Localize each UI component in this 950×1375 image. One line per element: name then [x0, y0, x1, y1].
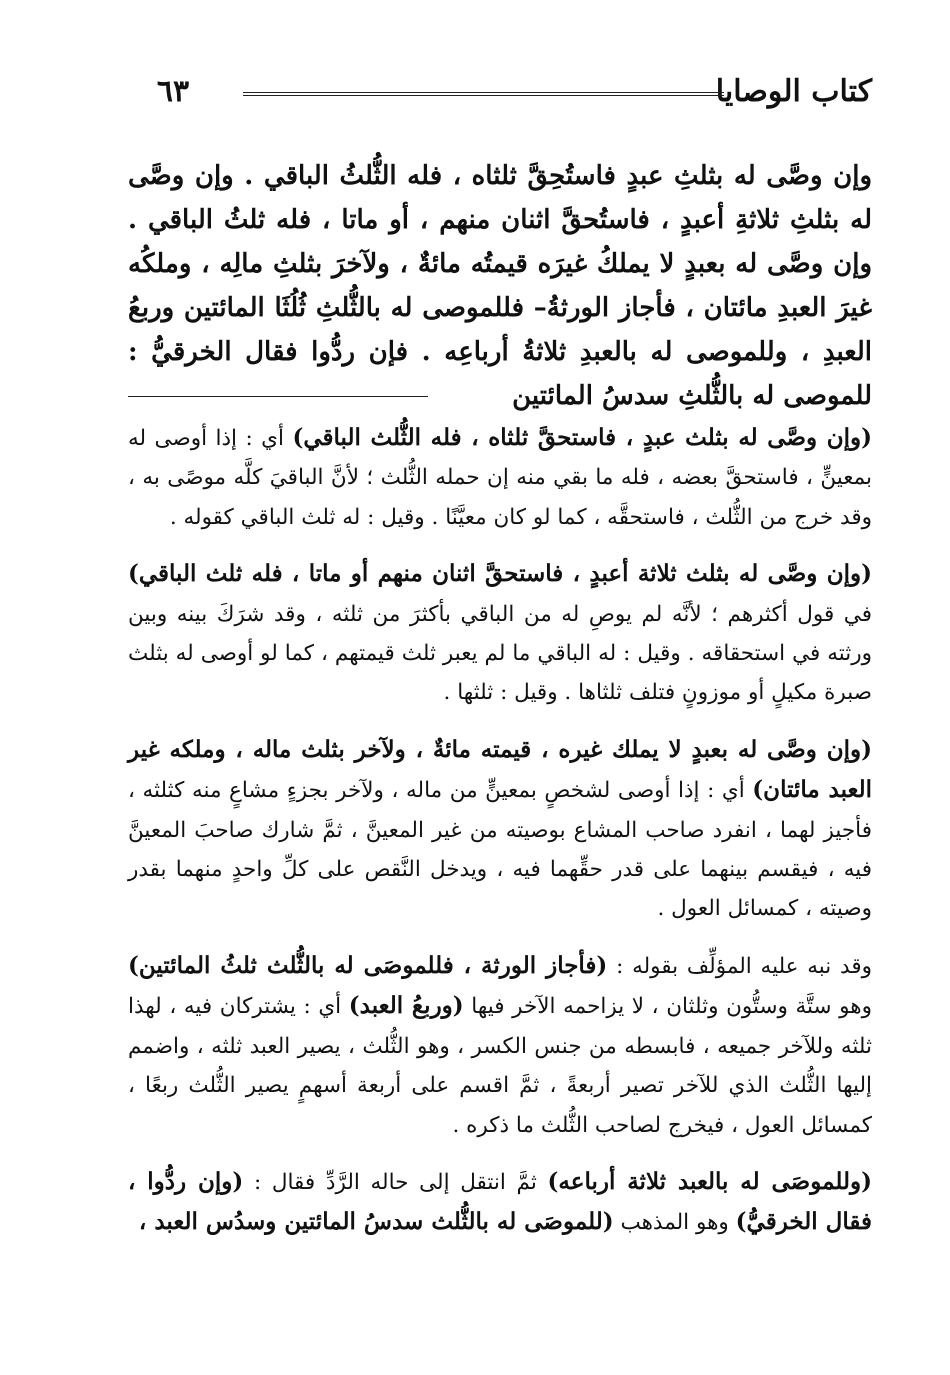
commentary-paragraph-5 — [128, 1162, 872, 1243]
running-title: كتاب الوصايا — [715, 73, 872, 109]
header-rule — [243, 92, 724, 96]
quoted-text: (للموصَى له بالثُّلث سدسُ المائتين وسدُس العبد ، — [138, 1208, 614, 1236]
quoted-text: (وإن وصَّى له بعبدٍ لا يملك غيره ، قيمته مائةٌ ، ولآخر بثلث ماله ، وملكه غير العبد مائتان) — [128, 735, 873, 804]
commentary-text: أي : إذا أوصى له بمعينٍّ ، فاستحقَّ بعضه ، فله ما بقي منه إن حمله الثُّلث ؛ لأنَّ الباقيَ كلَّه موصًى به ، وقد خرج من الثُّلث ، فاستحقَّه ، كما لو كان معيَّنًا . وقيل : له ثلث الباقي كقوله . — [128, 426, 872, 530]
page-header — [128, 66, 872, 116]
footnote-divider — [128, 396, 428, 397]
commentary-paragraph-4 — [128, 946, 872, 1145]
commentary-text: وهو المذهب — [613, 1210, 736, 1236]
main-text — [128, 154, 872, 418]
quoted-text: (فأجاز الورثة ، فللموصَى له بالثُّلث ثلثُ المائتين) — [128, 951, 608, 979]
commentary-text: في قول أكثرهم ؛ لأنَّه لم يوصِ له من الباقي بأكثرَ من ثلثه ، وقد شرَكَ بينه وبين ورثته في استحقاقه . وقيل : له الباقي ما لم يعبر ثلث قيمتهم ، كما لو أوصى له بثلث صبرة مكيلٍ أو موزونٍ فتلف ثلثاها . وقيل : ثلثها . — [128, 601, 872, 706]
quoted-text: (وإن وصَّى له بثلث عبدٍ ، فاستحقَّ ثلثاه ، فله الثُّلث الباقي) — [292, 424, 873, 451]
commentary-text: وهو ستَّة وستُّون وثلثان ، لا يزاحمه الآخر فيها — [463, 994, 872, 1020]
quoted-text: (وللموصَى له بالعبد ثلاثة أرباعه) — [547, 1167, 872, 1195]
commentary — [128, 418, 872, 1260]
commentary-paragraph-1 — [128, 418, 872, 537]
quoted-text: (وإن ردُّوا ، فقال الخرقيُّ) — [128, 1167, 872, 1236]
commentary-text: وقد نبه عليه المؤلِّف بقوله : — [607, 953, 872, 979]
quoted-text: (وربعُ العبد) — [348, 992, 464, 1020]
page-number: ٦٣ — [156, 73, 190, 109]
commentary-text: أي : يشتركان فيه ، لهذا ثلثه وللآخر جميعه ، فابسطه من جنس الكسر ، وهو الثُّلث ، يصير العبد ثلثه ، واضمم إليها الثُّلث الذي للآخر تصير أربعةً ، ثمَّ اقسم على أربعة أسهمٍ يصير الثُّلث ربعًا ، كمسائل العول ، فيخرج لصاحب الثُّلث ما ذكره . — [128, 994, 872, 1138]
commentary-text: أي : إذا أوصى لشخصٍ بمعينٍّ من ماله ، ولآخر بجزءٍ مشاعٍ منه كثلثه ، فأجيز لهما ، انفرد صاحب المشاع بوصيته من غير المعينَّ ، ثمَّ شارك صاحبَ المعينَّ فيه ، فيقسم بينهما على قدر حقِّهما فيه ، ويدخل النَّقص على كلِّ واحدٍ منهما بقدر وصيته ، كمسائل العول . — [128, 778, 872, 922]
quoted-text: (وإن وصَّى له بثلث ثلاثة أعبدٍ ، فاستحقَّ اثنان منهم أو ماتا ، فله ثلث الباقي) — [128, 560, 872, 588]
commentary-paragraph-2 — [128, 554, 872, 713]
main-text-body: وإن وصَّى له بثلثِ عبدٍ فاستُحِقَّ ثلثاه ، فله الثُّلثُ الباقي . وإن وصَّى له بثلثِ ثلاثةِ أعبدٍ ، فاستُحقَّ اثنان منهم ، أو ماتا ، فله ثلثُ الباقي . وإن وصَّى له بعبدٍ لا يملكُ غيرَه قيمتُه مائةٌ ، ولآخرَ بثلثِ مالِه ، وملكُه غيرَ العبدِ مائتان ، فأجاز الورثةُ– فللموصى له بالثُّلثِ ثُلُثَا المائتين وربعُ العبدِ ، وللموصى له بالعبدِ ثلاثةُ أرباعِه . فإن ردُّوا فقال الخرقيُّ : للموصى له بالثُّلثِ سدسُ المائتين — [128, 161, 873, 411]
commentary-paragraph-3 — [128, 730, 872, 929]
commentary-text: ثمَّ انتقل إلى حاله الرَّدِّ فقال : — [243, 1169, 548, 1195]
